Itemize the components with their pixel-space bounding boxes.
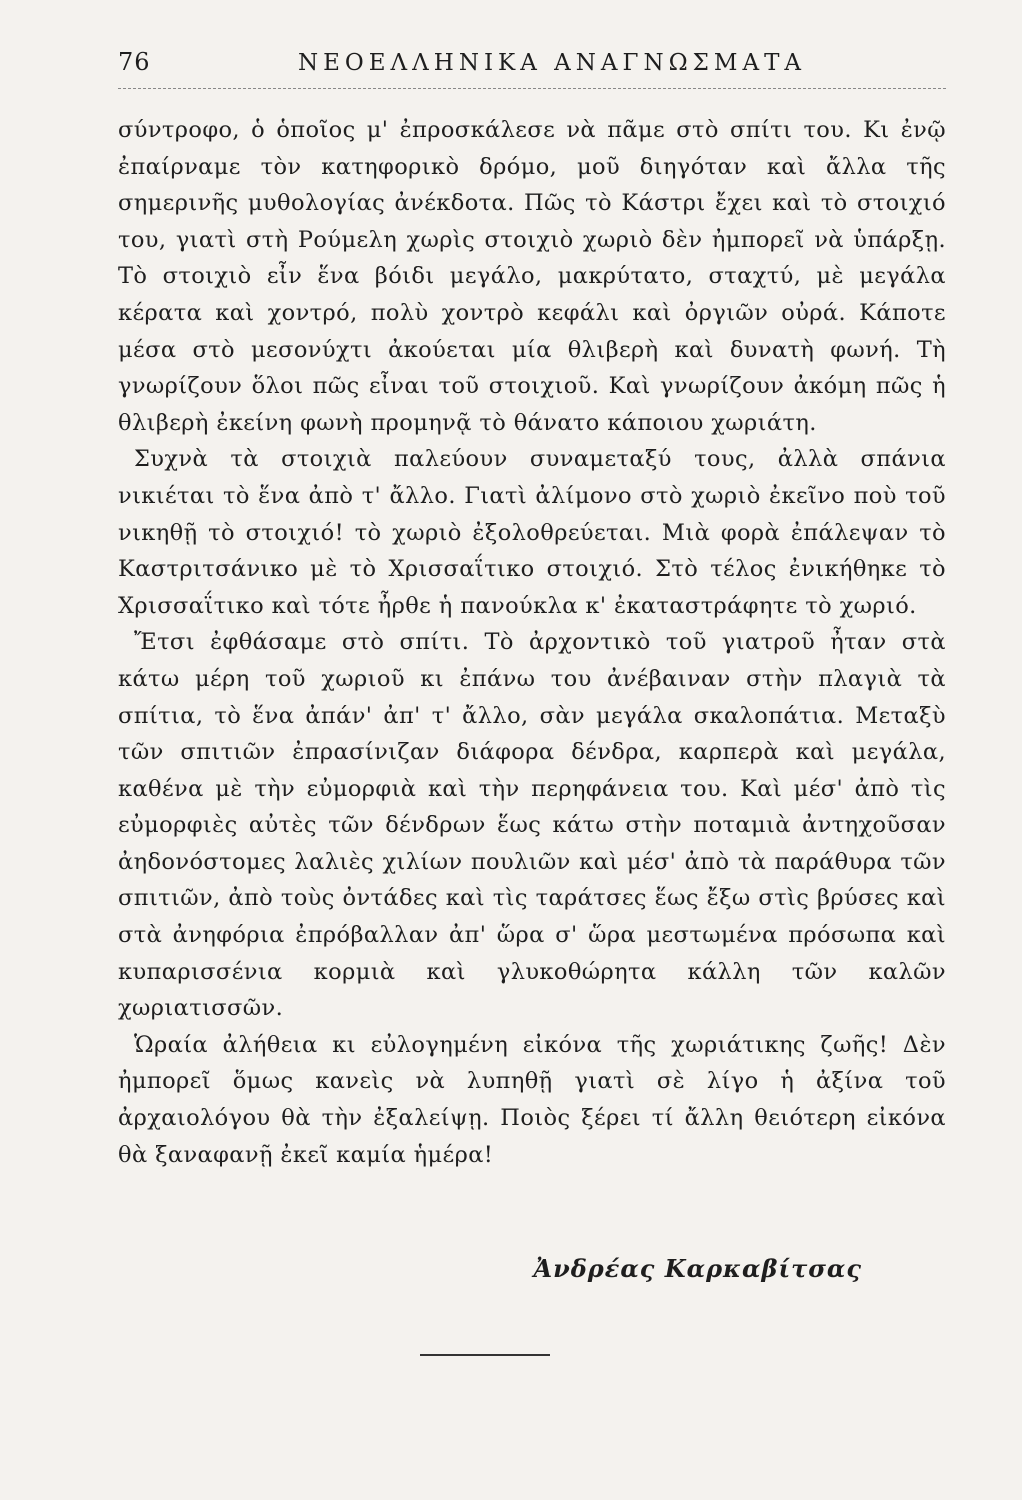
body-text <box>118 112 946 1173</box>
page-header <box>118 44 946 89</box>
running-title: ΝΕΟΕΛΛΗΝΙΚΑ ΑΝΑΓΝΩΣΜΑΤΑ <box>298 50 807 76</box>
page-number: 76 <box>118 48 151 76</box>
paragraph: Ἔτσι ἐφθάσαμε στὸ σπίτι. Τὸ ἀρχοντικὸ τοῦ γιατροῦ ἦταν στὰ κάτω μέρη τοῦ χωριοῦ κι ἐπάνω του ἀνέβαιναν στὴν πλαγιὰ τὰ σπίτια, τὸ ἕνα ἀπάν' ἀπ' τ' ἄλλο, σὰν μεγάλα σκαλοπάτια. Μεταξὺ τῶν σπιτιῶν ἐπρασίνιζαν διάφορα δένδρα, καρπερὰ καὶ μεγάλα, καθένα μὲ τὴν εὐμορφιὰ καὶ τὴν περηφάνεια του. Καὶ μέσ' ἀπὸ τὶς εὐμορφιὲς αὐτὲς τῶν δένδρων ἕως κάτω στὴν ποταμιὰ ἀντηχοῦσαν ἀηδονόστομες λαλιὲς χιλίων πουλιῶν καὶ μέσ' ἀπὸ τὰ παράθυρα τῶν σπιτιῶν, ἀπὸ τοὺς ὀντάδες καὶ τὶς ταράτσες ἕως ἔξω στὶς βρύσες καὶ στὰ ἀνηφόρια ἐπρόβαλλαν ἀπ' ὥρα σ' ὥρα μεστωμένα πρόσωπα καὶ κυπαρισσένια κορμιὰ καὶ γλυκοθώρητα κάλλη τῶν καλῶν χωριατισσῶν. <box>118 629 946 1022</box>
author-signature: Ἀνδρέας Καρκαβίτσας <box>533 1254 862 1283</box>
paragraph: Συχνὰ τὰ στοιχιὰ παλεύουν συναμεταξύ τους, ἀλλὰ σπάνια νικιέται τὸ ἕνα ἀπὸ τ' ἄλλο. Γιατὶ ἀλίμονο στὸ χωριὸ ἐκεῖνο ποὺ τοῦ νικηθῇ τὸ στοιχιό! τὸ χωριὸ ἐξολοθρεύεται. Μιὰ φορὰ ἐπάλεψαν τὸ Καστριτσάνικο μὲ τὸ Χρισσαΐτικο στοιχιό. Στὸ τέλος ἐνικήθηκε τὸ Χρισσαΐτικο καὶ τότε ἦρθε ἡ πανούκλα κ' ἐκαταστράφητε τὸ χωριό. <box>118 446 946 619</box>
paragraph: Ὡραία ἀλήθεια κι εὐλογημένη εἰκόνα τῆς χωριάτικης ζωῆς! Δὲν ἠμπορεῖ ὅμως κανεὶς νὰ λυπηθῇ γιατὶ σὲ λίγο ἡ ἀξίνα τοῦ ἀρχαιολόγου θὰ τὴν ἐξαλείψῃ. Ποιὸς ξέρει τί ἄλλη θειότερη εἰκόνα θὰ ξαναφανῇ ἐκεῖ καμία ἡμέρα! <box>118 1031 946 1168</box>
paragraph: σύντροφο, ὁ ὁποῖος μ' ἐπροσκάλεσε νὰ πᾶμε στὸ σπίτι του. Κι ἐνῷ ἐπαίρναμε τὸν κατηφορικὸ δρόμο, μοῦ διηγόταν καὶ ἄλλα τῆς σημερινῆς μυθολογίας ἀνέκδοτα. Πῶς τὸ Κάστρι ἔχει καὶ τὸ στοιχιό του, γιατὶ στὴ Ρούμελη χωρὶς στοιχιὸ χωριὸ δὲν ἠμπορεῖ νὰ ὑπάρξῃ. Τὸ στοιχιὸ εἶν ἕνα βόιδι μεγάλο, μακρύτατο, σταχτύ, μὲ μεγάλα κέρατα καὶ χοντρό, πολὺ χοντρὸ κεφάλι καὶ ὀργιῶν οὐρά. Κάποτε μέσα στὸ μεσονύχτι ἀκούεται μία θλιβερὴ καὶ δυνατὴ φωνή. Τὴ γνωρίζουν ὅλοι πῶς εἶναι τοῦ στοιχιοῦ. Καὶ γνωρίζουν ἀκόμη πῶς ἡ θλιβερὴ ἐκείνη φωνὴ προμηνᾷ τὸ θάνατο κάποιου χωριάτη. <box>118 117 946 436</box>
end-rule-divider <box>420 1354 550 1356</box>
